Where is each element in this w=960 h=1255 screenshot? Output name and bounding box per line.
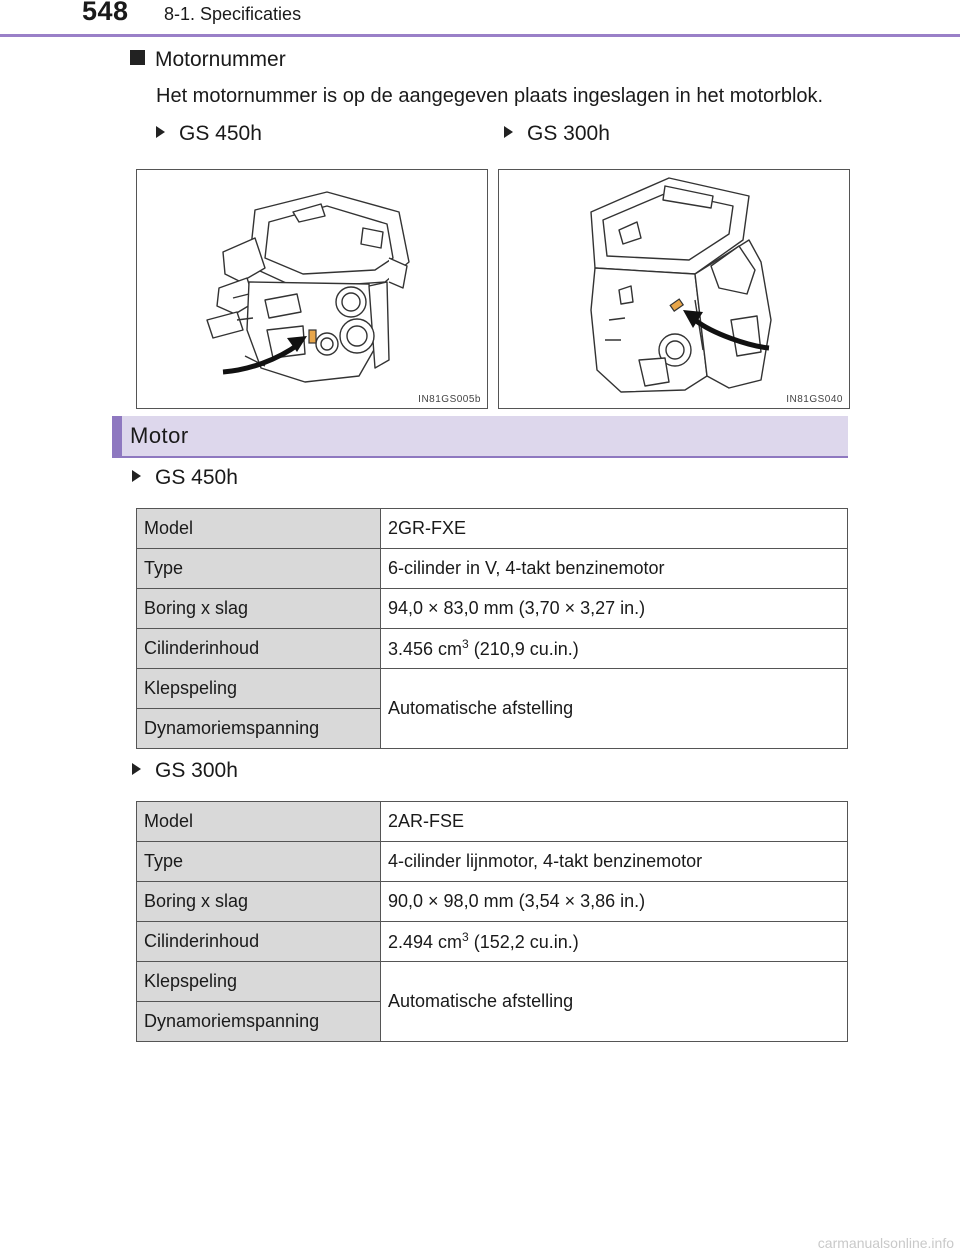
figure-label-gs300h: GS 300h — [504, 122, 610, 146]
row-key: Model — [137, 802, 381, 842]
engine-number-heading: Motornummer — [130, 48, 286, 72]
section-accent — [112, 416, 122, 456]
section-heading: Motor — [130, 423, 189, 448]
table-row — [137, 882, 848, 922]
header-rule — [0, 34, 960, 37]
figure-code: IN81GS040 — [786, 394, 843, 405]
row-key: Cilinderinhoud — [137, 922, 381, 962]
row-value: 2GR-FXE — [381, 509, 848, 549]
triangle-bullet-icon — [504, 126, 513, 138]
row-key: Type — [137, 549, 381, 589]
table-row — [137, 922, 848, 962]
row-value: 2.494 $cm^3$ (152,2 cu.in.) — [381, 922, 848, 962]
table-row — [137, 549, 848, 589]
merged-value: Automatische afstelling — [381, 669, 848, 749]
page-header — [0, 0, 960, 36]
row-value: 94,0 × 83,0 mm (3,70 × 3,27 in.) — [381, 589, 848, 629]
row-key: Type — [137, 842, 381, 882]
figure-label-gs450h: GS 450h — [156, 122, 262, 146]
table-label-gs450h: GS 450h — [132, 466, 238, 490]
engine-figure-gs450h — [136, 169, 488, 409]
row-key: Cilinderinhoud — [137, 629, 381, 669]
table-row — [137, 669, 848, 709]
engine-figure-gs300h — [498, 169, 850, 409]
figure-code: IN81GS005b — [418, 394, 481, 405]
row-key: Dynamoriemspanning — [137, 709, 381, 749]
row-value: 3.456 $cm^3$ (210,9 cu.in.) — [381, 629, 848, 669]
table-label-gs300h: GS 300h — [132, 759, 238, 783]
merged-value: Automatische afstelling — [381, 962, 848, 1042]
table-row — [137, 962, 848, 1002]
row-value: 90,0 × 98,0 mm (3,54 × 3,86 in.) — [381, 882, 848, 922]
row-key: Boring x slag — [137, 589, 381, 629]
row-key: Klepspeling — [137, 962, 381, 1002]
row-value: 4-cilinder lijnmotor, 4-takt benzinemotor — [381, 842, 848, 882]
triangle-bullet-icon — [156, 126, 165, 138]
row-key: Klepspeling — [137, 669, 381, 709]
row-value: 2AR-FSE — [381, 802, 848, 842]
table-row — [137, 589, 848, 629]
section-title: 8-1. Specificaties — [164, 4, 302, 24]
triangle-bullet-icon — [132, 470, 141, 482]
table-row — [137, 629, 848, 669]
triangle-bullet-icon — [132, 763, 141, 775]
row-key: Boring x slag — [137, 882, 381, 922]
spec-table-gs450h — [136, 508, 848, 749]
row-key: Model — [137, 509, 381, 549]
page-number: 548 — [82, 0, 129, 26]
spec-table-gs300h — [136, 801, 848, 1042]
engine-illustration-inline4 — [499, 170, 849, 408]
motor-section-header — [112, 416, 848, 458]
engine-illustration-v6 — [137, 170, 487, 408]
table-row — [137, 842, 848, 882]
watermark: carmanualsonline.info — [817, 1235, 954, 1251]
row-value: 6-cilinder in V, 4-takt benzinemotor — [381, 549, 848, 589]
row-key: Dynamoriemspanning — [137, 1002, 381, 1042]
engine-number-text: Het motornummer is op de aangegeven plaats ingeslagen in het motorblok. — [156, 85, 824, 107]
square-bullet-icon — [130, 50, 145, 65]
table-row — [137, 802, 848, 842]
table-row — [137, 509, 848, 549]
